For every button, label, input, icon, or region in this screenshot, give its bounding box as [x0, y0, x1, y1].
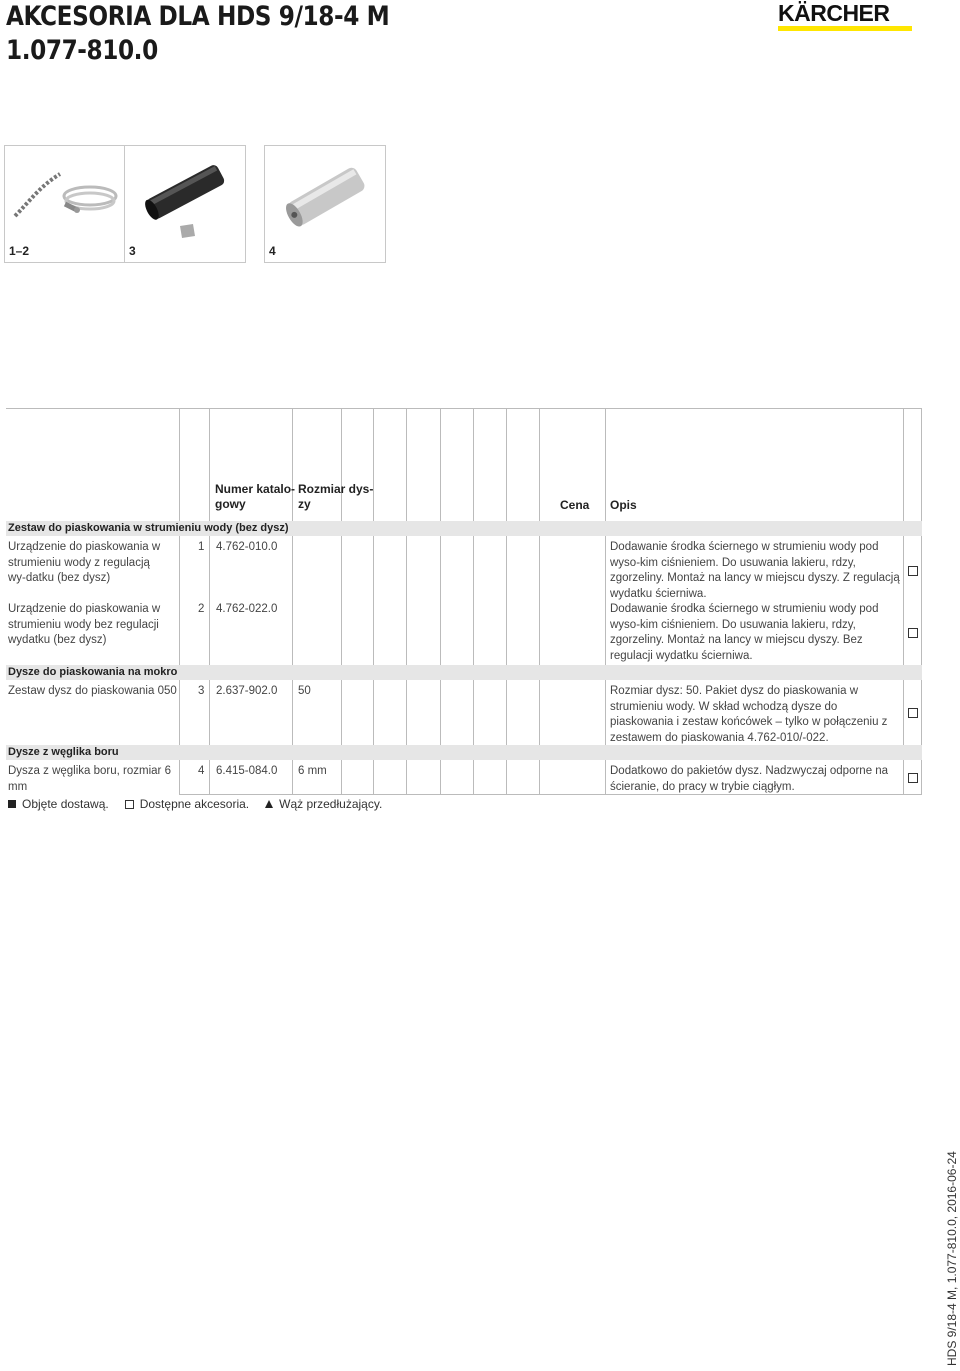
optional-accessory-icon	[908, 708, 918, 718]
row-number: 1	[198, 541, 205, 553]
grid-line	[341, 408, 342, 795]
page-title	[6, 0, 389, 68]
product-image-4	[264, 145, 386, 263]
product-image-3	[124, 145, 246, 263]
row-catalog-number: 2.637-902.0	[216, 685, 278, 697]
header-catalog-number: Numer katalo- gowy	[215, 482, 296, 511]
row-catalog-number: 4.762-010.0	[216, 541, 278, 553]
title-line-1: AKCESORIA DLA HDS 9/18-4 M	[6, 1, 390, 32]
row-number: 2	[198, 603, 205, 615]
grid-line	[506, 408, 507, 795]
grid-line	[406, 408, 407, 795]
logo-bar	[778, 26, 912, 31]
header-price: Cena	[560, 498, 590, 512]
legend	[8, 797, 398, 811]
product-image-1-2	[4, 145, 126, 263]
optional-accessory-icon	[125, 800, 134, 809]
extension-hose-icon	[265, 800, 273, 808]
accessories-table	[6, 408, 922, 795]
row-description: Dodawanie środka ściernego w strumieniu wody pod wyso-kim ciśnieniem. Do usuwania lakieru, rdzy, zgorzeliny. Montaż na lancy w miejscu dyszy. Bez regulacji wydatku ścierniwa.	[610, 603, 879, 662]
black-nozzle-icon	[125, 146, 245, 246]
row-name: Zestaw dysz do piaskowania 050	[8, 685, 177, 697]
grid-line	[209, 408, 210, 795]
optional-accessory-icon	[908, 773, 918, 783]
sandblasting-hose-icon	[5, 146, 125, 246]
section-title: Dysze do piaskowania na mokro	[6, 665, 922, 680]
header-nozzle-size: Rozmiar dys- zy	[298, 482, 374, 511]
image-label: 4	[269, 244, 276, 258]
row-description: Dodawanie środka ściernego w strumieniu wody pod wyso-kim ciśnieniem. Do usuwania lakieru, rdzy, zgorzeliny. Montaż na lancy w miejscu dyszy. Z regulacją wydatku ścierniwa.	[610, 541, 900, 600]
header-description: Opis	[610, 498, 637, 512]
row-number: 4	[198, 765, 205, 777]
footer-product-info: HDS 9/18-4 M, 1.077-810.0, 2016-06-24	[945, 1151, 959, 1366]
row-name: Dysza z węglika boru, rozmiar 6 mm	[8, 765, 171, 793]
legend-included: Objęte dostawą.	[22, 797, 109, 811]
row-name: Urządzenie do piaskowania w strumieniu wody bez regulacji wydatku (bez dysz)	[8, 603, 161, 646]
grid-line	[440, 408, 441, 795]
silver-nozzle-icon	[265, 146, 385, 246]
optional-accessory-icon	[908, 566, 918, 576]
row-description: Rozmiar dysz: 50. Pakiet dysz do piaskowania w strumieniu wody. W skład wchodzą dysze do piaskowania i zestaw końcówek – tylko w połączeniu z zestawem do piaskowania 4.762-010/-022.	[610, 685, 888, 744]
row-number: 3	[198, 685, 205, 697]
grid-line	[605, 408, 606, 795]
included-icon	[8, 800, 16, 808]
grid-line	[292, 408, 293, 795]
table-top-border	[6, 408, 922, 409]
grid-line	[903, 408, 904, 795]
row-nozzle-size: 6 mm	[298, 765, 327, 777]
grid-line	[179, 408, 180, 795]
image-label: 3	[129, 244, 136, 258]
grid-line	[373, 408, 374, 795]
row-nozzle-size: 50	[298, 685, 311, 697]
optional-accessory-icon	[908, 628, 918, 638]
row-description: Dodatkowo do pakietów dysz. Nadzwyczaj odporne na ścieranie, do pracy w trybie ciągłym.	[610, 765, 889, 793]
table-bottom-border	[179, 794, 922, 795]
image-label: 1–2	[9, 244, 30, 258]
row-catalog-number: 6.415-084.0	[216, 765, 278, 777]
row-catalog-number: 4.762-022.0	[216, 603, 278, 615]
grid-line	[473, 408, 474, 795]
section-title: Zestaw do piaskowania w strumieniu wody (bez dysz)	[6, 521, 922, 536]
legend-extension: Wąż przedłużający.	[279, 797, 383, 811]
row-name: Urządzenie do piaskowania w strumieniu wody z regulacją wy-datku (bez dysz)	[8, 541, 161, 584]
title-line-2: 1.077-810.0	[6, 35, 158, 66]
logo-text: KÄRCHER	[778, 0, 890, 26]
karcher-logo	[778, 0, 912, 32]
section-title: Dysze z węglika boru	[6, 745, 922, 760]
grid-line	[539, 408, 540, 795]
grid-line	[921, 408, 922, 795]
legend-optional: Dostępne akcesoria.	[139, 797, 250, 811]
